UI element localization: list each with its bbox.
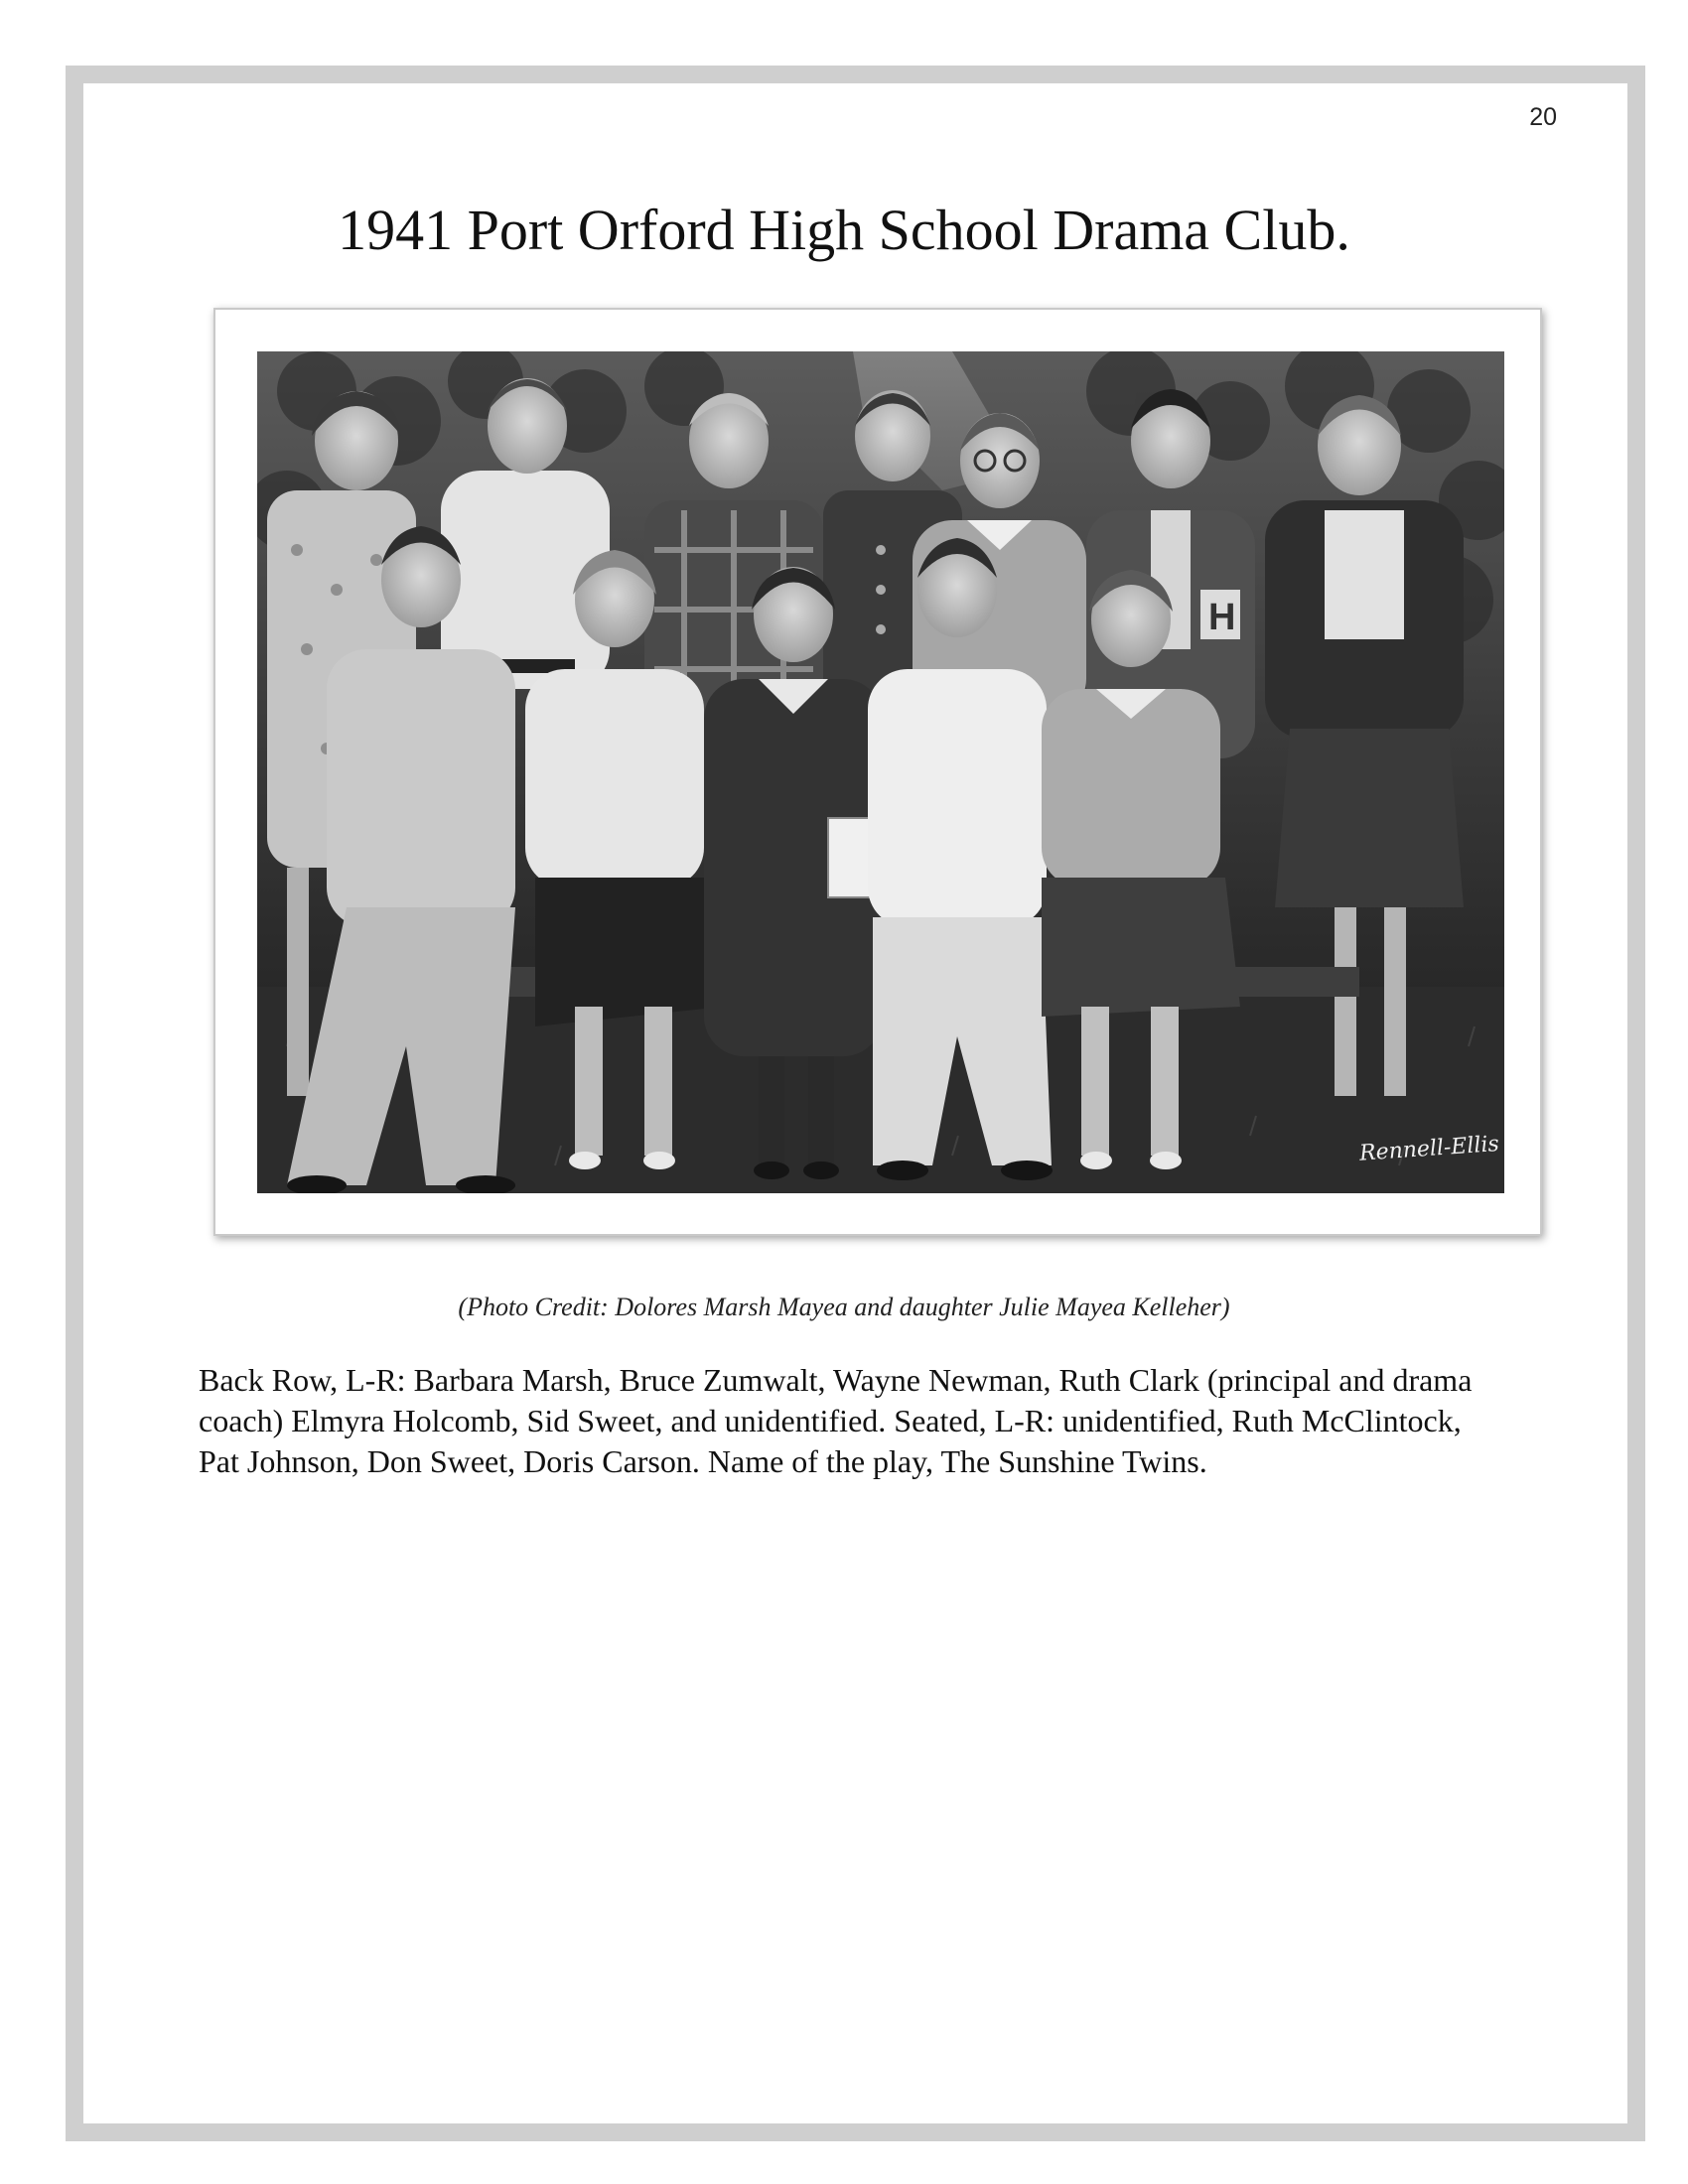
page-number: 20 xyxy=(1529,103,1557,131)
photo-frame xyxy=(213,308,1542,1236)
photo-credit: (Photo Credit: Dolores Marsh Mayea and daughter Julie Mayea Kelleher) xyxy=(458,1293,1230,1321)
group-photo xyxy=(257,351,1504,1193)
svg-text:Rennell-Ellis: Rennell-Ellis xyxy=(1358,1131,1500,1166)
caption-text: Back Row, L-R: Barbara Marsh, Bruce Zumwalt, Wayne Newman, Ruth Clark (principal and drama coach) Elmyra Holcomb, Sid Sweet, and unidentified. Seated, L-R: unidentified, Ruth McClintock, Pat Johnson, Don Sweet, Doris Carson. Name of the play, The Sunshine Twins. xyxy=(199,1362,1473,1479)
page-title: 1941 Port Orford High School Drama Club. xyxy=(338,198,1350,262)
svg-text:H: H xyxy=(1208,597,1236,638)
